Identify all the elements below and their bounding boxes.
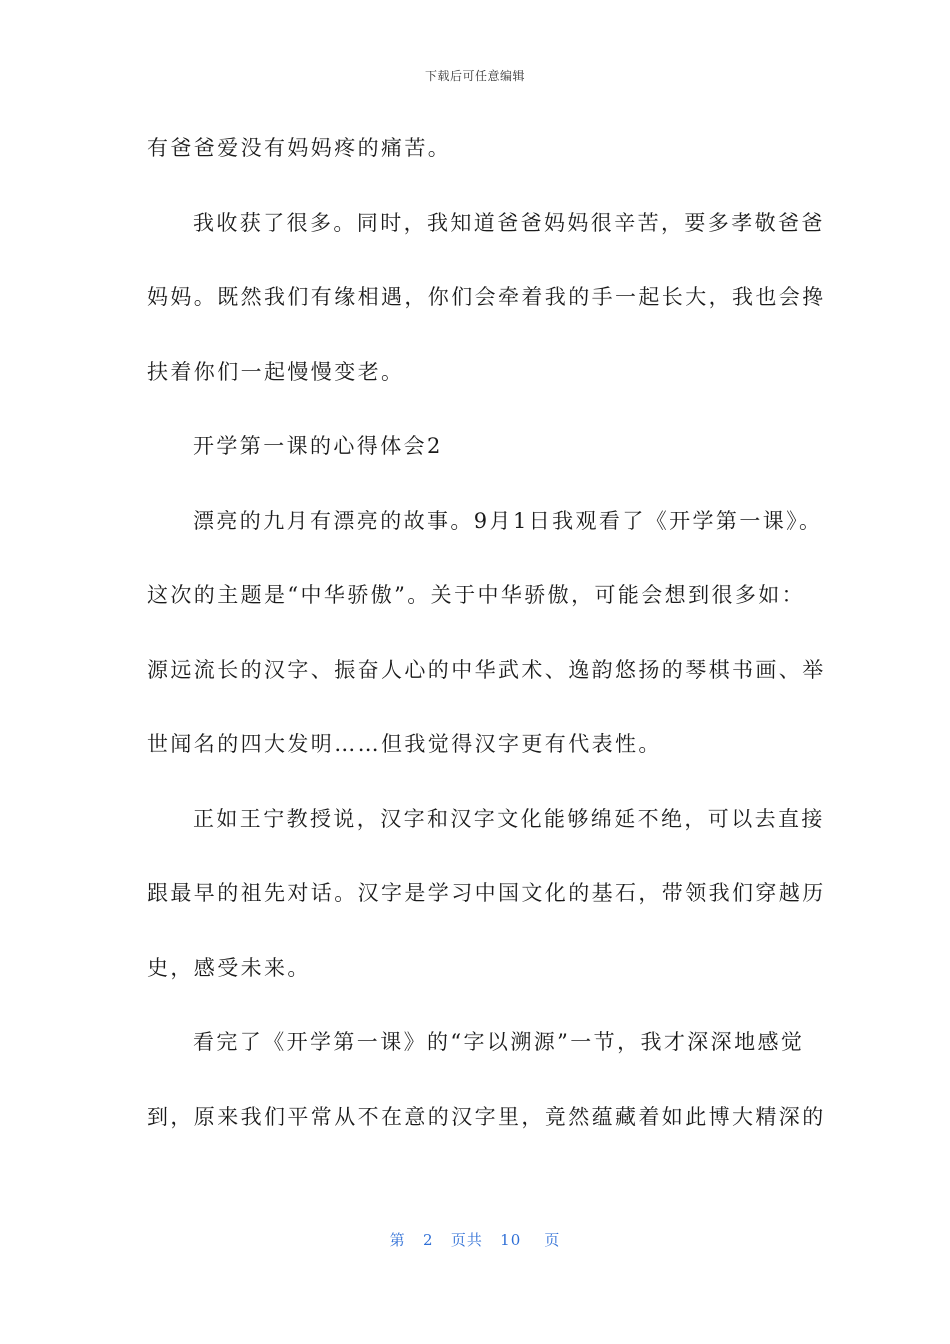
footer-prefix: 第: [389, 1231, 406, 1249]
section-heading: 开学第一课的心得体会2: [193, 434, 443, 458]
paragraph-line: 看完了《开学第一课》的“字以溯源”一节，我才深深地感觉: [193, 1030, 805, 1054]
paragraph-line: 妈妈。既然我们有缘相遇，你们会牵着我的手一起长大，我也会搀: [147, 285, 826, 309]
paragraph-line: 到，原来我们平常从不在意的汉字里，竟然蕴藏着如此博大精深的: [147, 1104, 826, 1129]
paragraph-line: 我收获了很多。同时，我知道爸爸妈妈很辛苦，要多孝敬爸爸: [193, 210, 825, 235]
paragraph-line: 这次的主题是“中华骄傲”。关于中华骄傲，可能会想到很多如：: [147, 583, 806, 607]
paragraph-line: 扶着你们一起慢慢变老。: [147, 359, 405, 384]
paragraph-line: 漂亮的九月有漂亮的故事。9月1日我观看了《开学第一课》。: [193, 508, 823, 533]
footer-suffix: 页: [544, 1231, 561, 1249]
paragraph-line: 源远流长的汉字、振奋人心的中华武术、逸韵悠扬的琴棋书画、举: [147, 657, 826, 682]
paragraph-line: 正如王宁教授说，汉字和汉字文化能够绵延不绝，可以去直接: [193, 806, 825, 831]
document-body: [147, 126, 826, 1169]
page-footer: [0, 1229, 950, 1250]
paragraph-line: 史，感受未来。: [147, 955, 311, 980]
page-header: 下载后可任意编辑: [424, 69, 525, 83]
footer-middle: 页共: [450, 1231, 483, 1249]
current-page-number: 2: [422, 1231, 434, 1249]
paragraph-line: 跟最早的祖先对话。汉字是学习中国文化的基石，带领我们穿越历: [147, 881, 826, 905]
paragraph-line: 世闻名的四大发明……但我觉得汉字更有代表性。: [147, 732, 662, 756]
total-pages-number: 10: [500, 1231, 522, 1249]
paragraph-line: 有爸爸爱没有妈妈疼的痛苦。: [147, 136, 452, 160]
